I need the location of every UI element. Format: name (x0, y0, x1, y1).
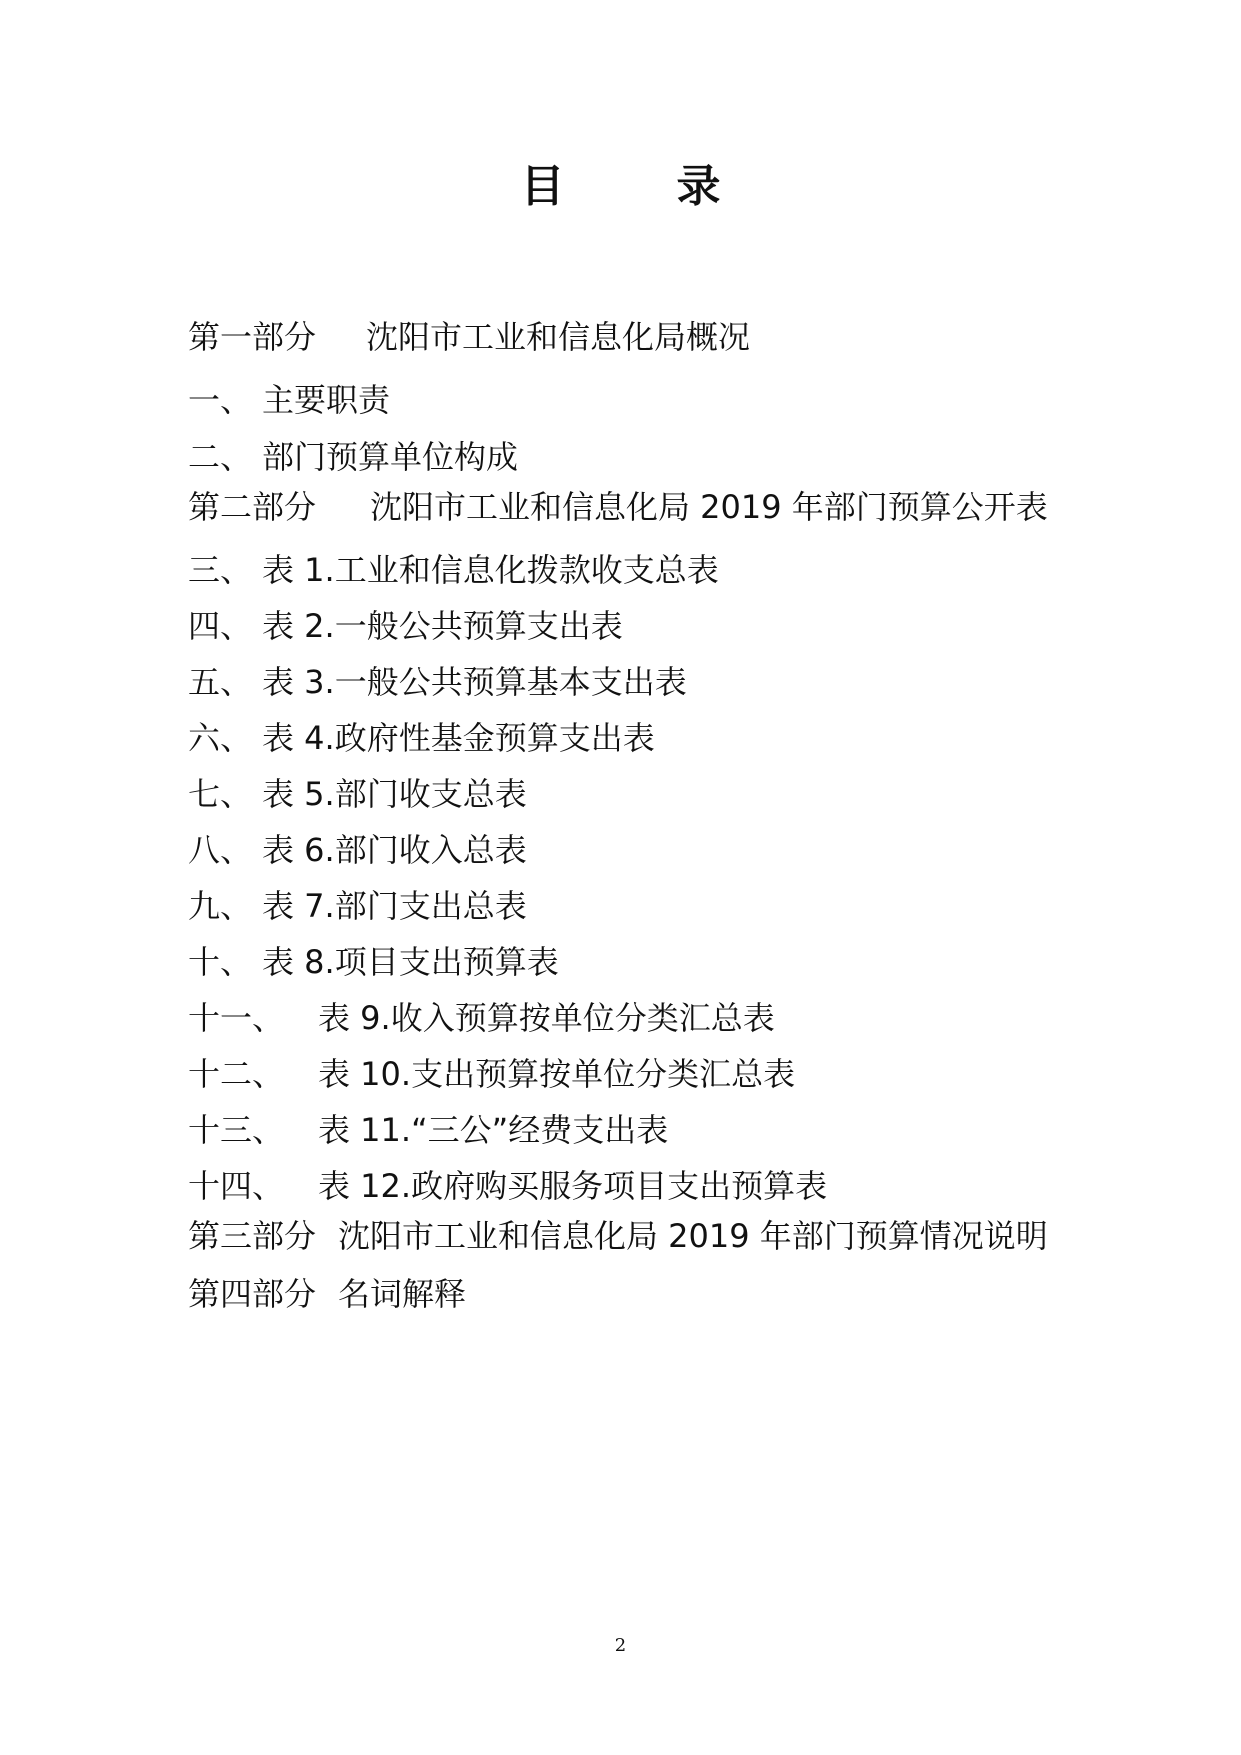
toc-item-1 (188, 380, 390, 420)
toc-item-title: 主要职责 (262, 381, 391, 419)
toc-item-13 (188, 1110, 668, 1150)
toc-item-9 (188, 886, 527, 926)
toc-item-number: 十一、 (188, 999, 285, 1037)
toc-part-1 (188, 317, 750, 357)
toc-part-label: 第三部分 (188, 1217, 317, 1255)
toc-item-number: 七、 (188, 775, 253, 813)
toc-item-number: 三、 (188, 551, 253, 589)
toc-part-label: 第二部分 (188, 488, 317, 526)
toc-item-title: 表 2.一般公共预算支出表 (262, 607, 623, 645)
toc-item-title: 表 5.部门收支总表 (262, 775, 527, 813)
toc-item-number: 二、 (188, 438, 253, 476)
toc-part-3 (188, 1216, 1048, 1256)
toc-item-title: 部门预算单位构成 (262, 438, 519, 476)
toc-item-number: 八、 (188, 831, 253, 869)
toc-title-char-2: 录 (676, 161, 721, 212)
toc-item-title: 表 1.工业和信息化拨款收支总表 (262, 551, 719, 589)
page-number: 2 (614, 1635, 627, 1656)
toc-part-title: 沈阳市工业和信息化局 2019 年部门预算情况说明 (338, 1217, 1048, 1255)
toc-item-3 (188, 550, 719, 590)
toc-item-6 (188, 718, 655, 758)
toc-item-number: 十二、 (188, 1055, 285, 1093)
toc-item-8 (188, 830, 527, 870)
toc-item-title: 表 12.政府购买服务项目支出预算表 (318, 1167, 828, 1205)
toc-item-number: 一、 (188, 381, 253, 419)
toc-part-4 (188, 1274, 466, 1314)
toc-title-char-1: 目 (520, 161, 565, 212)
toc-item-number: 十三、 (188, 1111, 285, 1149)
toc-item-number: 六、 (188, 719, 253, 757)
toc-item-title: 表 4.政府性基金预算支出表 (262, 719, 655, 757)
toc-item-5 (188, 662, 687, 702)
toc-item-title: 表 3.一般公共预算基本支出表 (262, 663, 687, 701)
toc-item-number: 十、 (188, 943, 253, 981)
toc-item-2 (188, 437, 518, 477)
toc-item-11 (188, 998, 775, 1038)
toc-item-14 (188, 1166, 827, 1206)
toc-item-10 (188, 942, 559, 982)
toc-part-title: 名词解释 (338, 1275, 467, 1313)
toc-item-title: 表 6.部门收入总表 (262, 831, 527, 869)
toc-item-title: 表 11.“三公”经费支出表 (318, 1111, 669, 1149)
toc-item-4 (188, 606, 623, 646)
toc-part-title: 沈阳市工业和信息化局 2019 年部门预算公开表 (370, 488, 1048, 526)
toc-title (0, 150, 1241, 214)
toc-item-title: 表 10.支出预算按单位分类汇总表 (318, 1055, 796, 1093)
toc-part-label: 第四部分 (188, 1275, 317, 1313)
toc-part-2 (188, 487, 1048, 527)
toc-item-7 (188, 774, 527, 814)
toc-item-title: 表 8.项目支出预算表 (262, 943, 559, 981)
toc-item-number: 九、 (188, 887, 253, 925)
toc-part-title: 沈阳市工业和信息化局概况 (366, 318, 751, 356)
toc-item-title: 表 7.部门支出总表 (262, 887, 527, 925)
toc-part-label: 第一部分 (188, 318, 317, 356)
toc-item-12 (188, 1054, 795, 1094)
toc-item-number: 十四、 (188, 1167, 285, 1205)
toc-item-title: 表 9.收入预算按单位分类汇总表 (318, 999, 775, 1037)
toc-item-number: 五、 (188, 663, 253, 701)
toc-item-number: 四、 (188, 607, 253, 645)
